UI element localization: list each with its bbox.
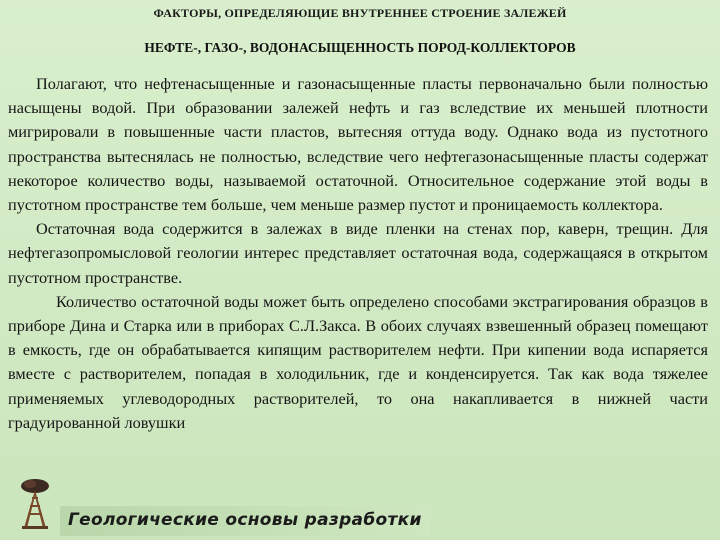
oil-derrick-icon: [18, 478, 52, 530]
footer-caption: Геологические основы разработки: [68, 510, 422, 530]
paragraph-2: Остаточная вода содержится в залежах в виде пленки на стенах пор, каверн, трещин. Для нефтегазопромысловой геологии интерес представляет остаточная вода, содержащаяся в открытом пустотном пространстве.: [8, 219, 708, 287]
slide-subtitle: НЕФТЕ-, ГАЗО-, ВОДОНАСЫЩЕННОСТЬ ПОРОД-КОЛЛЕКТОРОВ: [144, 40, 576, 55]
paragraph-1: Полагают, что нефтенасыщенные и газонасыщенные пласты первоначально были полностью насыщены водой. При образовании залежей нефть и газ вследствие их меньшей плотности мигрировали в повышенные части пластов, вытесняя оттуда воду. Однако вода из пустотного пространства вытеснялась не полностью, вследствие чего нефтегазонасыщенные пласты содержат некоторое количество воды, называемой остаточной. Относительное содержание этой воды в пустотном пространстве тем больше, чем меньше размер пустот и проницаемость коллектора.: [8, 74, 708, 215]
body-text: [8, 72, 708, 435]
paragraph-3: Количество остаточной воды может быть определено способами экстрагирования образцов в приборе Дина и Старка или в приборах С.Л.Закса. В обоих случаях взвешенный образец помещают в емкость, где он обрабатывается кипящим растворителем нефти. При кипении вода испаряется вместе с растворителем, попадая в холодильник, где и конденсируется. Так как вода тяжелее применяемых углеводородных растворителей, то она накапливается в нижней части градуированной ловушки: [8, 291, 708, 432]
slide-top-title: ФАКТОРЫ, ОПРЕДЕЛЯЮЩИЕ ВНУТРЕННЕЕ СТРОЕНИЕ ЗАЛЕЖЕЙ: [153, 6, 567, 20]
